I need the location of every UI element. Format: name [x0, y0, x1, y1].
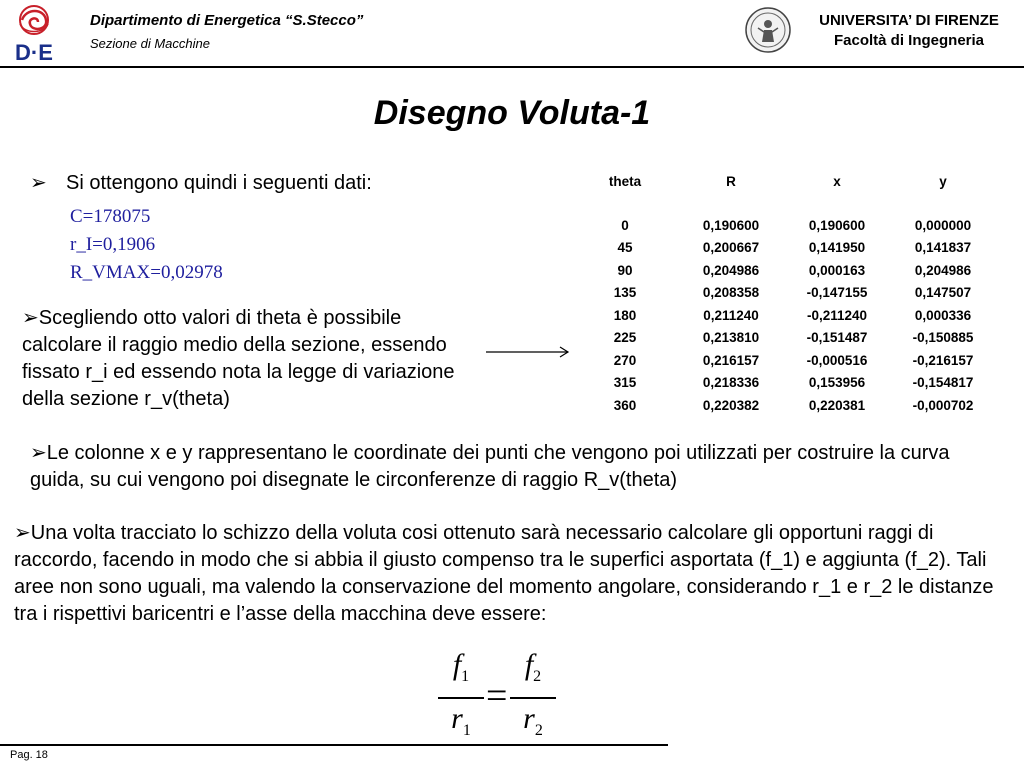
bullet-data-intro	[30, 170, 372, 195]
table-row	[572, 394, 996, 417]
fraction-left-numerator: $f_1$	[452, 648, 470, 685]
table-cell: -0,211240	[806, 307, 868, 323]
table-cell: 0,141950	[808, 240, 866, 256]
table-cell: 0,213810	[702, 330, 760, 346]
table-cell: 0,218336	[702, 375, 760, 391]
table-cell: 0,216157	[702, 352, 760, 368]
table-row	[572, 327, 996, 350]
table-cell: -0,000702	[912, 397, 974, 413]
department-section: Sezione di Macchine	[90, 36, 210, 51]
table-cell: 90	[617, 262, 633, 278]
constant-c: C=178075	[70, 206, 151, 227]
de-logo	[4, 2, 64, 64]
table-cell: 0,000336	[914, 307, 972, 323]
page-number: Pag. 18	[10, 749, 48, 761]
bullet-theta-values: ➢Scegliendo otto valori di theta è possibile calcolare il raggio medio della sezione, essendo fissato r_i ed essendo nota la legge di variazione della sezione r_v(theta)	[22, 307, 455, 410]
table-cell: 0,190600	[808, 217, 866, 233]
table-cell: 180	[613, 307, 637, 323]
column-header-y: y	[939, 173, 947, 189]
column-header-x: x	[833, 173, 841, 189]
faculty-name: Facoltà di Ingegneria	[833, 32, 985, 49]
table-row	[572, 304, 996, 327]
table-cell: 270	[613, 352, 637, 368]
column-header-theta: theta	[608, 173, 642, 189]
table-cell: 0,000000	[914, 217, 972, 233]
table-cell: 0,200667	[702, 240, 760, 256]
table-header-row	[572, 170, 996, 192]
table-row	[572, 214, 996, 237]
area-balance-formula	[438, 648, 568, 738]
university-name: UNIVERSITA’ DI FIRENZE	[819, 12, 999, 29]
table-cell: 0,211240	[703, 307, 759, 323]
table-cell: 0,000163	[808, 262, 866, 278]
column-header-r: R	[726, 173, 736, 189]
table-cell: -0,150885	[912, 330, 974, 346]
fraction-bar	[510, 697, 556, 699]
table-cell: 0,208358	[702, 285, 760, 301]
department-name: Dipartimento di Energetica “S.Stecco”	[90, 12, 364, 29]
constant-r-i: r_I=0,1906	[70, 234, 156, 255]
bullet-data-intro-text: Si ottengono quindi i seguenti dati:	[66, 172, 372, 194]
fraction-right-numerator: $f_2$	[524, 648, 542, 685]
table-cell: 0,147507	[914, 285, 972, 301]
table-cell: 45	[617, 240, 633, 256]
right-arrow-icon	[486, 344, 570, 360]
footer-divider	[0, 744, 668, 746]
fraction-bar	[438, 697, 484, 699]
header-divider	[0, 66, 1024, 68]
logo-text: D·E	[15, 40, 53, 64]
fraction-left-denominator: $r_1$	[451, 702, 471, 739]
table-row	[572, 237, 996, 260]
table-row	[572, 372, 996, 395]
table-cell: -0,147155	[806, 285, 868, 301]
table-cell: 225	[613, 330, 637, 346]
university-seal-icon	[744, 6, 792, 54]
bullet-xy-columns: ➢Le colonne x e y rappresentano le coordinate dei punti che vengono poi utilizzati per costruire la curva guida, su cui vengono poi disegnate le circonferenze di raggio R_v(theta)	[30, 442, 950, 491]
equals-sign: =	[486, 675, 508, 717]
table-spacer-row	[572, 192, 996, 214]
arrow-bullet-icon: ➢	[30, 172, 47, 194]
table-cell: 0,204986	[914, 262, 972, 278]
slide-title: Disegno Voluta-1	[373, 94, 651, 132]
bullet-fillet-radii: ➢Una volta tracciato lo schizzo della voluta cosi ottenuto sarà necessario calcolare gli opportuni raggi di raccordo, facendo in modo che si abbia il giusto compenso tra le superfici asportata (f_1) e aggiunta (f_2). Tali aree non sono uguali, ma valendo la conservazione del momento angolare, considerando r_1 e r_2 le distanze tra i rispettivi baricentri e l’asse della macchina deve essere:	[14, 522, 994, 625]
table-cell: 0,153956	[808, 375, 866, 391]
fraction-right	[510, 648, 556, 748]
table-row	[572, 259, 996, 282]
fraction-right-denominator: $r_2$	[523, 702, 543, 739]
table-cell: 0	[621, 217, 629, 233]
table-cell: 0,190600	[702, 217, 760, 233]
table-cell: 360	[613, 397, 637, 413]
swirl-icon	[20, 6, 48, 34]
table-cell: -0,216157	[912, 352, 974, 368]
table-cell: -0,000516	[806, 352, 868, 368]
table-cell: 0,141837	[914, 240, 972, 256]
table-cell: -0,151487	[806, 330, 868, 346]
fraction-left	[438, 648, 484, 748]
table-row	[572, 282, 996, 305]
constant-r-vmax: R_VMAX=0,02978	[70, 262, 223, 283]
table-cell: 315	[613, 375, 637, 391]
table-cell: 0,220381	[808, 397, 866, 413]
table-cell: -0,154817	[912, 375, 974, 391]
table-cell: 0,220382	[702, 397, 760, 413]
table-row	[572, 349, 996, 372]
table-cell: 0,204986	[702, 262, 760, 278]
coordinates-table	[572, 170, 996, 417]
table-cell: 135	[613, 285, 637, 301]
